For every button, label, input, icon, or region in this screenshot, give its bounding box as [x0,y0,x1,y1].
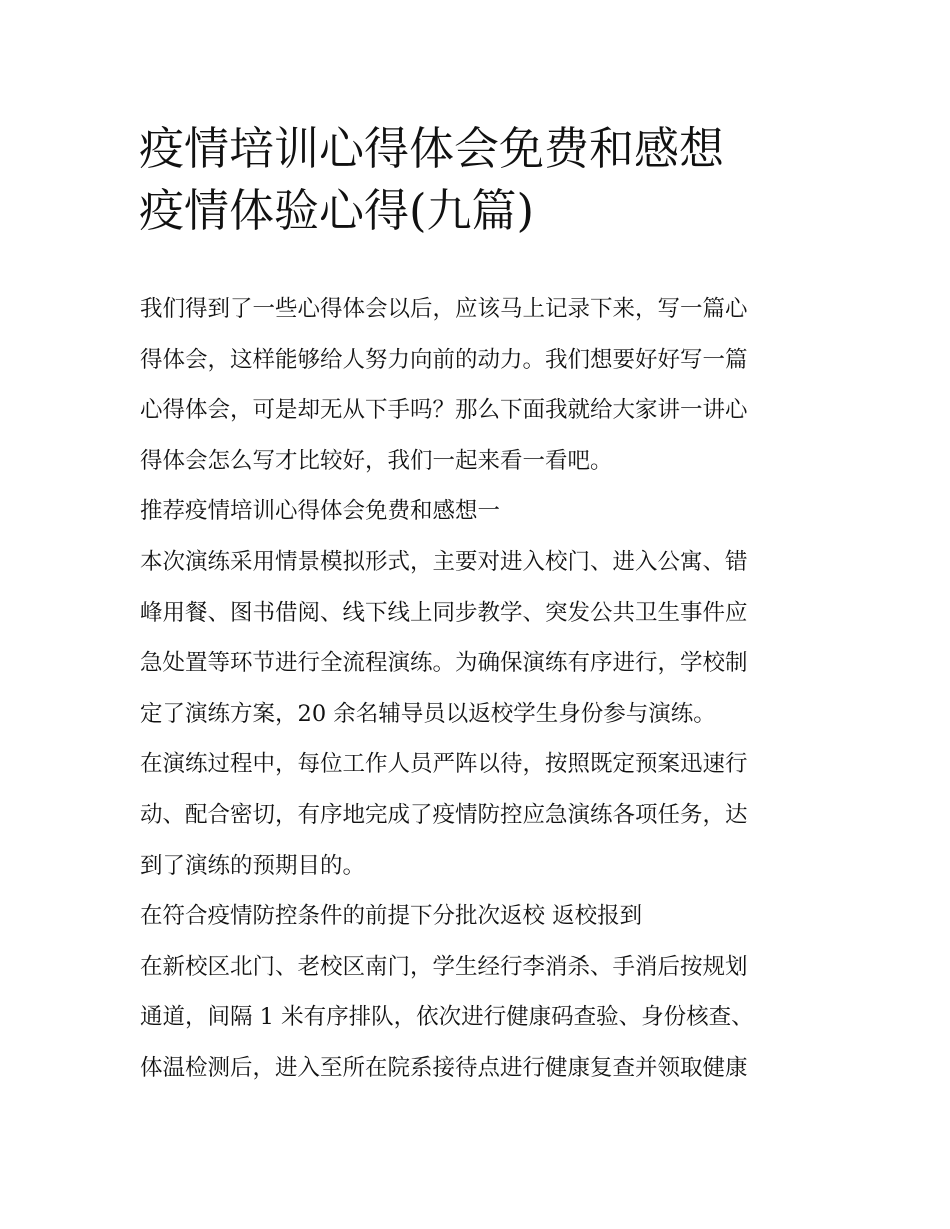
paragraph-return-heading [140,891,820,942]
text-line: 通道，间隔 1 米有序排队，依次进行健康码查验、身份核查、 [140,1004,754,1031]
document-body [140,284,820,1094]
text-line: 心得体会，可是却无从下手吗？那么下面我就给大家讲一讲心 [140,397,748,424]
text-line: 体温检测后，进入至所在院系接待点进行健康复查并领取健康 [140,1054,748,1081]
document-title [139,118,819,242]
text-line: 峰用餐、图书借阅、线下线上同步教学、突发公共卫生事件应 [140,599,748,626]
text-line: 我们得到了一些心得体会以后，应该马上记录下来，写一篇心 [140,296,748,322]
text-line: 动、配合密切，有序地完成了疫情防控应急演练各项任务，达 [140,801,748,828]
title-line-2: 疫情体验心得(九篇) [139,184,535,237]
paragraph-process [140,739,820,891]
text-line: 急处置等环节进行全流程演练。为确保演练有序进行，学校制 [140,650,748,677]
text-line: 本次演练采用情景模拟形式，主要对进入校门、进入公寓、错 [140,548,748,575]
text-line: 定了演练方案，20 余名辅导员以返校学生身份参与演练。 [140,700,716,727]
paragraph-intro [140,284,820,486]
text-line: 在演练过程中，每位工作人员严阵以待，按照既定预案迅速行 [140,751,748,778]
text-line: 推荐疫情培训心得体会免费和感想一 [140,498,501,525]
text-line: 得体会怎么写才比较好，我们一起来看一看吧。 [140,447,613,474]
text-line: 到了演练的预期目的。 [140,852,366,879]
text-line: 在符合疫情防控条件的前提下分批次返校 返校报到 [140,903,643,930]
paragraph-drill [140,537,820,739]
title-line-1: 疫情培训心得体会免费和感想 [139,122,725,175]
text-line: 在新校区北门、老校区南门，学生经行李消杀、手消后按规划 [140,953,748,980]
text-line: 得体会，这样能够给人努力向前的动力。我们想要好好写一篇 [140,346,748,373]
section-heading [140,486,820,537]
paragraph-checkin [140,942,820,1094]
